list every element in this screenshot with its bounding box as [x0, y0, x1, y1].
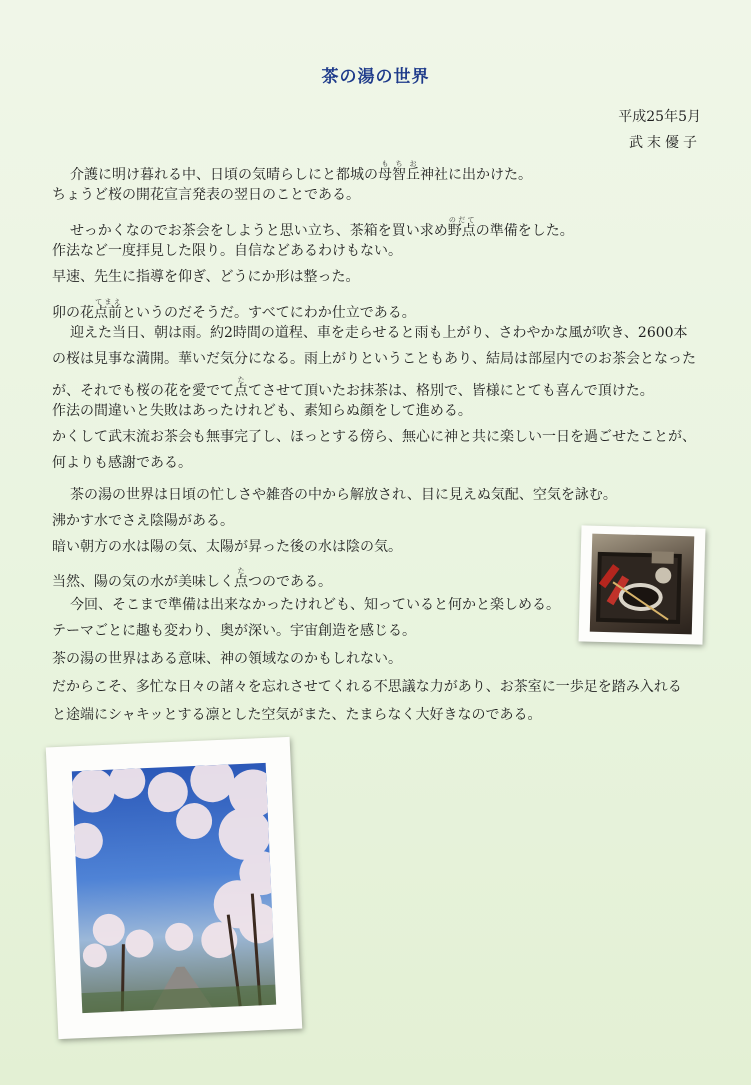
- paragraph-line: 茶の湯の世界はある意味、神の領域なのかもしれない。: [52, 651, 402, 667]
- ruby-nodate: 野点のだて: [447, 216, 476, 239]
- paragraph-line: 作法の間違いと失敗はあったけれども、素知らぬ顔をして進める。: [52, 403, 472, 419]
- cherry-blossom-photo: [46, 737, 303, 1039]
- page-title: 茶の湯の世界: [321, 67, 430, 87]
- ruby-ta: 点た: [234, 376, 248, 399]
- paragraph-line: ちょうど桜の開花宣言発表の翌日のことである。: [52, 187, 360, 203]
- tea-box-illustration: [590, 534, 695, 635]
- paragraph-line: 沸かす水でさえ陰陽がある。: [52, 513, 234, 529]
- ruby-mochio: 母智丘もちお: [378, 160, 420, 183]
- ruby-temae: 点前てまえ: [94, 298, 122, 321]
- tea-set-image: [590, 534, 695, 635]
- paragraph-line: 早速、先生に指導を仰ぎ、どうにか形は整った。: [52, 269, 360, 285]
- paragraph-line: と途端にシャキッとする凛とした空気がまた、たまらなく大好きなのである。: [52, 707, 542, 723]
- paragraph-line: 卯の花点前てまえというのだそうだ。すべてにわか仕立である。: [52, 298, 416, 321]
- paragraph-line: テーマごとに趣も変わり、奥が深い。宇宙創造を感じる。: [52, 623, 416, 639]
- paragraph-line: 介護に明け暮れる中、日頃の気晴らしにと都城の母智丘もちお神社に出かけた。: [70, 160, 532, 183]
- tea-set-photo: [579, 525, 706, 644]
- paragraph-line: 暗い朝方の水は陽の気、太陽が昇った後の水は陰の気。: [52, 539, 402, 555]
- paragraph-line: 当然、陽の気の水が美味しく点たつのである。: [52, 567, 332, 590]
- paragraph-line: 茶の湯の世界は日頃の忙しさや雑沓の中から解放され、目に見えぬ気配、空気を詠む。: [70, 487, 617, 503]
- paragraph-line: 今回、そこまで準備は出来なかったけれども、知っていると何かと楽しめる。: [70, 597, 560, 613]
- paragraph-line: だからこそ、多忙な日々の諸々を忘れさせてくれる不思議な力があり、お茶室に一歩足を踏み入れる: [52, 679, 682, 695]
- paragraph-line: 何よりも感謝である。: [52, 455, 192, 471]
- cherry-blossom-image: [72, 763, 276, 1013]
- paragraph-line: かくして武末流お茶会も無事完了し、ほっとする傍ら、無心に神と共に楽しい一日を過ごせたことが、: [52, 429, 696, 445]
- paragraph-line: せっかくなのでお茶会をしようと思い立ち、茶箱を買い求め野点のだての準備をした。: [70, 216, 574, 239]
- date-line: 平成25年5月: [618, 109, 701, 125]
- paragraph-line: が、それでも桜の花を愛でて点たてさせて頂いたお抹茶は、格別で、皆様にとても喜んで頂けた。: [52, 376, 654, 399]
- cherry-blossom-illustration: [72, 763, 276, 1013]
- paragraph-line: 迎えた当日、朝は雨。約2時間の道程、車を走らせると雨も上がり、さわやかな風が吹き、2600本: [70, 325, 688, 341]
- author-name: 武末優子: [629, 135, 701, 151]
- paragraph-line: 作法など一度拝見した限り。自信などあるわけもない。: [52, 243, 402, 259]
- ruby-ta-2: 点た: [234, 567, 248, 590]
- paragraph-line: の桜は見事な満開。華いだ気分になる。雨上がりということもあり、結局は部屋内でのお茶会となった: [52, 351, 696, 367]
